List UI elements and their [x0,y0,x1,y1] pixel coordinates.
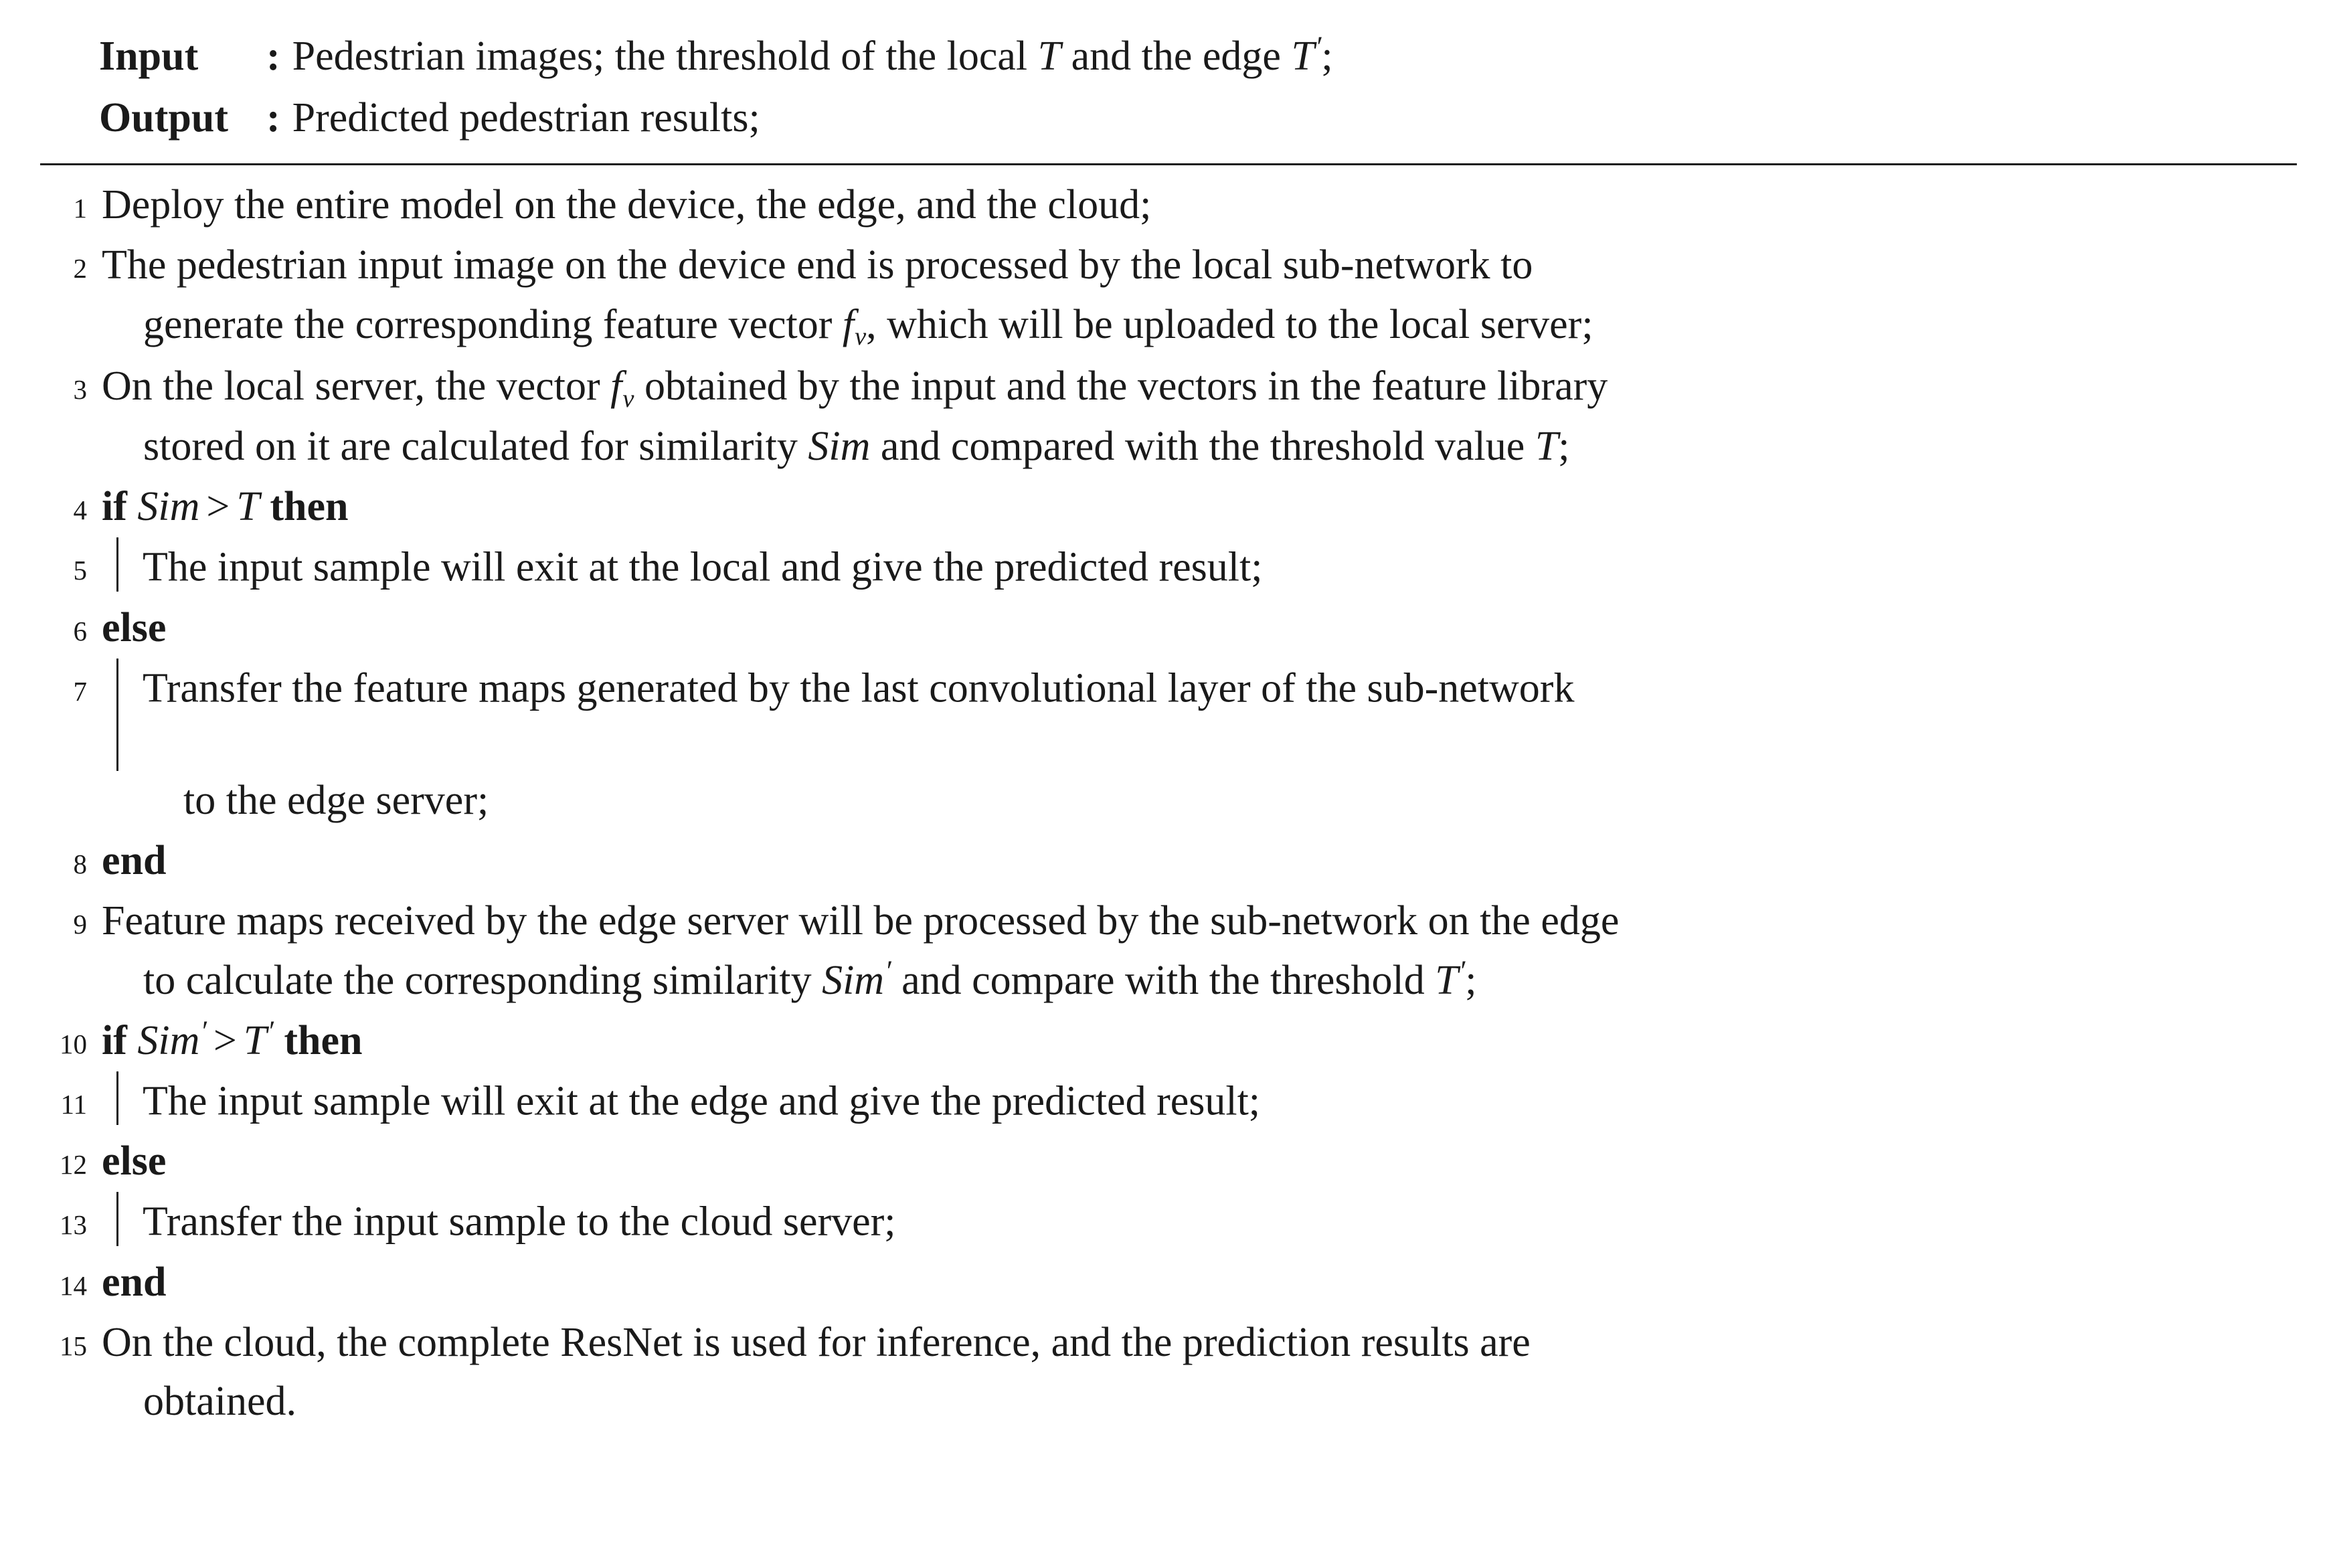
step-number: 7 [73,675,87,707]
step-number: 9 [73,909,87,940]
algorithm-step [40,1131,2297,1191]
step-number: 11 [60,1088,87,1120]
similarity-prime-symbol: Sim [137,1017,200,1063]
step-body [102,891,2297,1009]
threshold-symbol: T [1535,424,1559,470]
keyword-end: end [102,1259,167,1305]
feature-vector-symbol: f [610,363,622,409]
step-body [102,659,2297,831]
step-text-continuation [102,295,2297,355]
algorithm-step [40,175,2297,235]
block-indent-bar-icon [116,659,118,772]
step-body [102,598,2297,657]
step-number: 6 [73,615,87,646]
keyword-if: if [102,1017,127,1063]
algorithm-io-header [40,25,2297,163]
algorithm-steps [40,175,2297,1431]
step-number: 13 [60,1209,87,1241]
algorithm-step [40,1011,2297,1071]
feature-vector-subscript: v [855,323,867,351]
header-divider [40,163,2297,165]
block-indent-bar-icon [116,1192,118,1246]
keyword-then: then [284,1017,363,1063]
algorithm-step [40,658,2297,831]
step-text: Deploy the entire model on the device, the edge, and the cloud; [102,182,1152,228]
step-text-continuation [102,417,2297,476]
step-body [102,477,2297,536]
algorithm-step [40,476,2297,537]
keyword-then: then [270,484,349,530]
step-body [102,357,2297,476]
step-cont-b: and compare with the threshold [891,957,1436,1003]
step-body [102,1192,2297,1251]
step-text-continuation [102,951,2297,1010]
algorithm-step [40,356,2297,476]
step-body [102,831,2297,890]
step-cont-c: ; [1465,957,1477,1003]
step-cont-b: and compared with the threshold value [870,424,1535,470]
step-number: 1 [73,193,87,224]
step-body [102,1011,2297,1070]
step-text-b: obtained by the input and the vectors in the feature library [634,363,1608,409]
step-text-continuation: to the edge server; [183,778,489,824]
comparison-operator: > [213,1017,237,1063]
algorithm-step [40,1312,2297,1431]
algorithm-step [40,1191,2297,1252]
prime-icon: ′ [885,954,891,987]
step-text: The pedestrian input image on the device end is processed by the local sub-network to [102,242,1533,288]
step-cont-a: generate the corresponding feature vector [143,301,843,347]
threshold-prime-symbol: T [1435,957,1458,1003]
input-value [292,25,1333,88]
algorithm-step [40,537,2297,598]
step-body [102,1071,2297,1131]
step-text: On the cloud, the complete ResNet is used for inference, and the prediction results are [102,1319,1531,1365]
step-number: 8 [73,849,87,880]
step-text-a: On the local server, the vector [102,363,611,409]
step-text: The input sample will exit at the local and give the predicted result; [143,544,1263,590]
step-text-continuation: obtained. [143,1378,296,1424]
block-indent-bar-icon [116,537,118,592]
algorithm-step [40,831,2297,891]
similarity-symbol: Sim [808,424,871,470]
threshold-symbol: T [236,484,260,530]
threshold-prime-symbol: T [243,1017,267,1063]
feature-vector-subscript: v [622,384,634,413]
output-label: Output [99,94,228,141]
step-body [102,537,2297,597]
input-text-b: and the edge [1061,33,1292,79]
step-cont-b: , which will be uploaded to the local server; [866,301,1593,347]
output-value: Predicted pedestrian results; [292,94,760,141]
keyword-if: if [102,484,127,530]
step-body [102,1132,2297,1191]
step-cont-c: ; [1558,424,1570,470]
similarity-prime-symbol: Sim [822,957,885,1003]
prime-icon: ′ [200,1015,207,1047]
algorithm-step [40,235,2297,355]
prime-icon: ′ [267,1015,274,1047]
algorithm-step [40,598,2297,658]
keyword-end: end [102,838,167,884]
algorithm-step [40,891,2297,1010]
step-number: 3 [73,373,87,405]
step-body [102,236,2297,355]
input-var-T: T [1037,33,1061,79]
keyword-else: else [102,604,167,650]
step-text [102,1011,2297,1070]
step-number: 4 [73,495,87,526]
step-number: 10 [60,1028,87,1059]
step-number: 2 [73,253,87,284]
step-body [102,1253,2297,1312]
input-prime-icon: ′ [1314,31,1322,63]
step-number: 5 [73,555,87,586]
output-colon: : [266,94,280,141]
similarity-symbol: Sim [137,484,200,530]
block-indent-bar-icon [116,1071,118,1126]
prime-icon: ′ [1458,954,1466,987]
step-number: 15 [60,1330,87,1361]
comparison-operator: > [206,484,230,530]
step-number: 14 [60,1270,87,1301]
input-text-a: Pedestrian images; the threshold of the local [292,33,1038,79]
step-text: Transfer the input sample to the cloud server; [143,1199,896,1245]
step-number: 12 [60,1149,87,1181]
step-text: The input sample will exit at the edge and give the predicted result; [143,1078,1261,1124]
step-cont-a: to calculate the corresponding similarity [143,957,823,1003]
step-text [102,357,2297,417]
algorithm-step [40,1252,2297,1312]
feature-vector-symbol: f [842,301,855,347]
step-text: Transfer the feature maps generated by the last convolutional layer of the sub-network [143,665,1575,711]
input-var-T-prime: T [1291,33,1314,79]
input-colon: : [266,33,280,79]
input-text-c: ; [1321,33,1333,79]
algorithm-step [40,1071,2297,1132]
keyword-else: else [102,1138,167,1185]
step-cont-a: stored on it are calculated for similarity [143,424,808,470]
step-body [102,175,2297,234]
step-body [102,1313,2297,1431]
step-text [102,477,2297,536]
input-label: Input [99,33,199,79]
step-text: Feature maps received by the edge server will be processed by the sub-network on the edge [102,898,1620,944]
algorithm-output-row [99,88,2297,149]
algorithm-input-row [99,25,2297,88]
